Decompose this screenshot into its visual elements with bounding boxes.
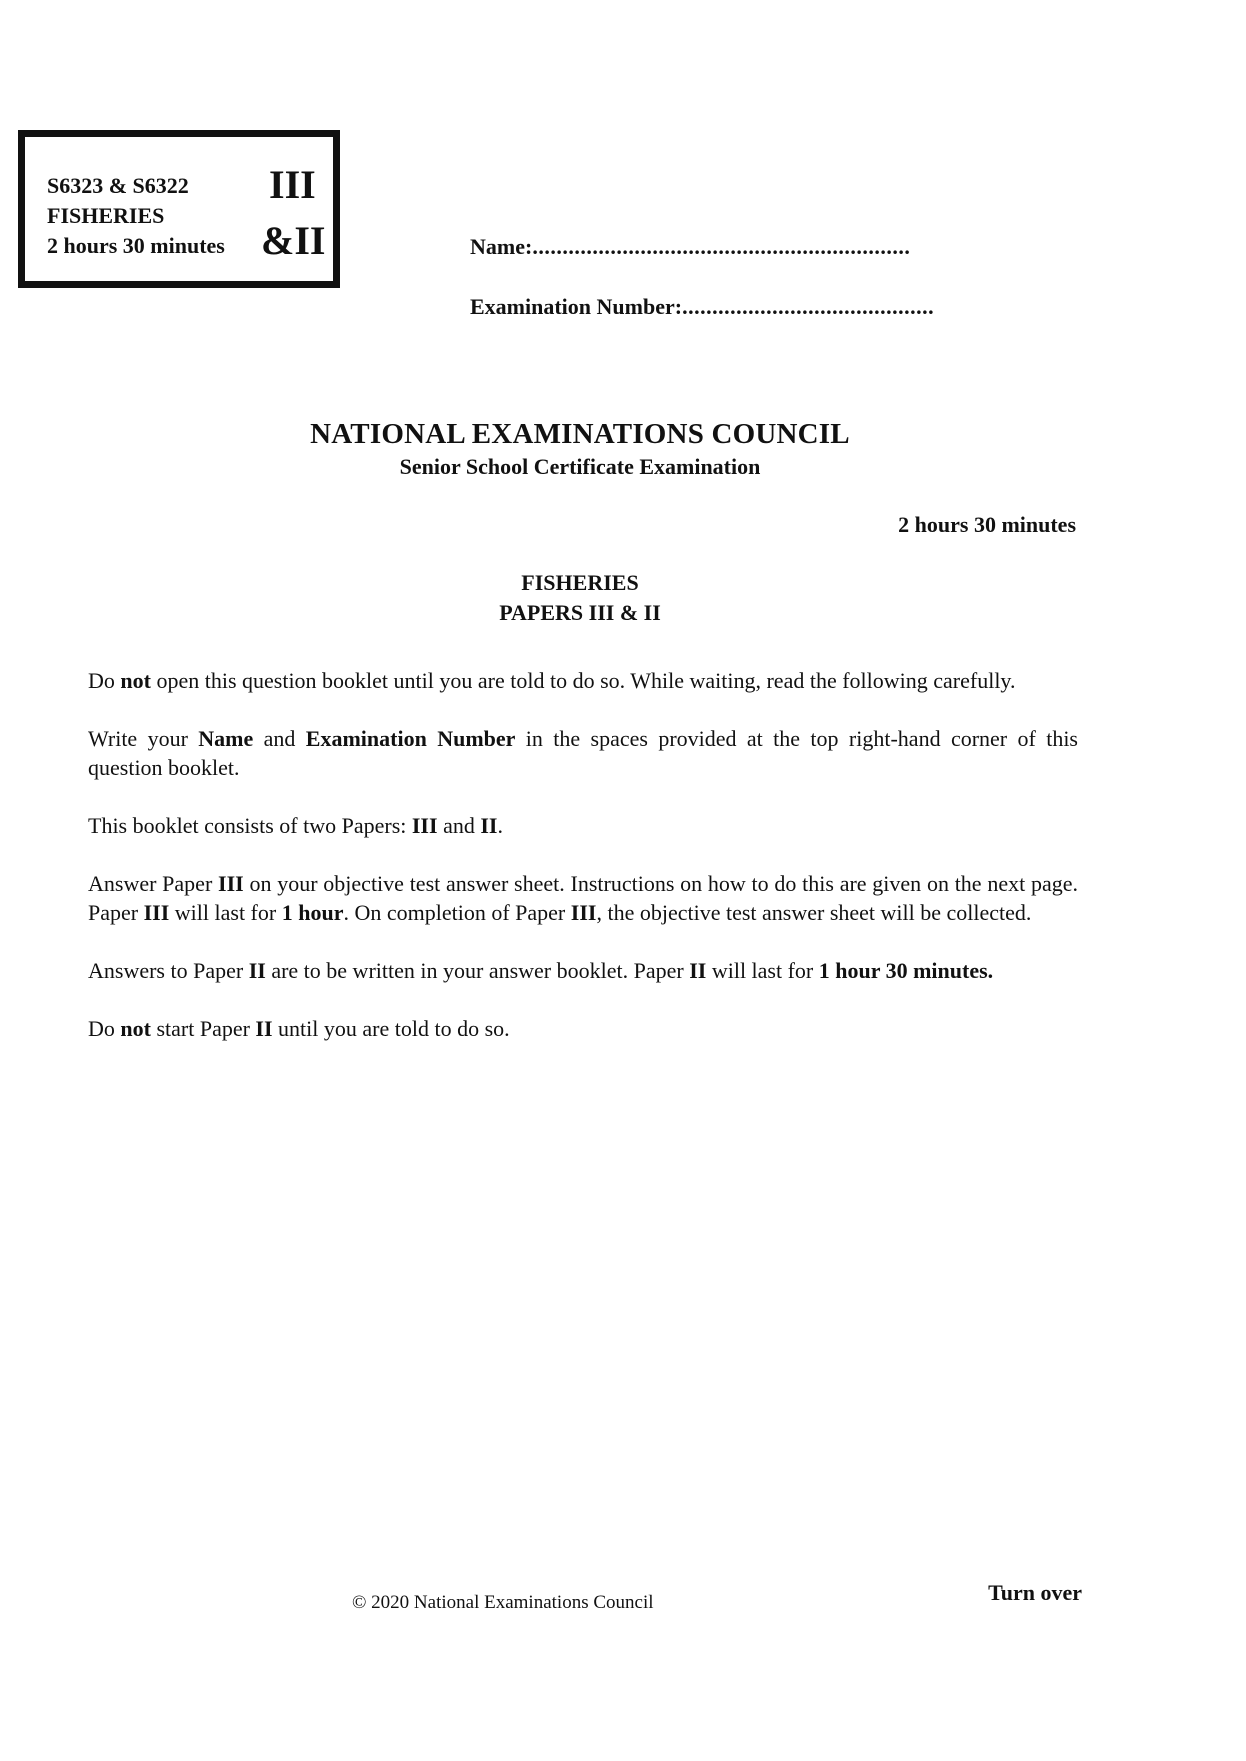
name-dots: ............................................................... — [532, 234, 911, 259]
instruction-2: Write your Name and Examination Number in the spaces provided at the top right-hand corner of this question booklet. — [88, 726, 1078, 780]
turn-over-label: Turn over — [988, 1580, 1082, 1605]
paper-number-top: III — [269, 162, 316, 207]
exam-number-dots: .......................................... — [682, 294, 935, 319]
exam-number-label: Examination Number: — [470, 294, 683, 319]
instruction-4: Answer Paper III on your objective test answer sheet. Instructions on how to do this are given on the next page. Paper III will last for 1 hour. On completion of Paper III, the objective test answer sheet will be collected. — [88, 871, 1078, 925]
paper-duration: 2 hours 30 minutes — [47, 233, 225, 258]
name-field — [470, 234, 910, 260]
copyright-notice: © 2020 National Examinations Council — [352, 1592, 654, 1613]
name-label: Name: — [470, 234, 533, 259]
council-title: NATIONAL EXAMINATIONS COUNCIL — [310, 418, 850, 450]
instruction-5: Answers to Paper II are to be written in your answer booklet. Paper II will last for 1 hour 30 minutes. — [88, 958, 994, 983]
subject-title: FISHERIES — [521, 570, 639, 595]
paper-subject: FISHERIES — [47, 203, 165, 228]
exam-subtitle: Senior School Certificate Examination — [399, 454, 761, 479]
paper-code-box — [18, 130, 340, 288]
instruction-6: Do not start Paper II until you are told to do so. — [88, 1016, 510, 1041]
instruction-1: Do not open this question booklet until you are told to do so. While waiting, read the following carefully. — [88, 668, 1016, 693]
exam-duration: 2 hours 30 minutes — [898, 512, 1076, 537]
instruction-3: This booklet consists of two Papers: III and II. — [88, 813, 503, 838]
paper-number-bottom: &II — [261, 218, 326, 263]
instructions — [88, 666, 1078, 1072]
paper-code-lines — [47, 171, 225, 261]
exam-number-field — [470, 294, 934, 320]
papers-title: PAPERS III & II — [499, 600, 661, 625]
paper-code: S6323 & S6322 — [47, 173, 189, 198]
